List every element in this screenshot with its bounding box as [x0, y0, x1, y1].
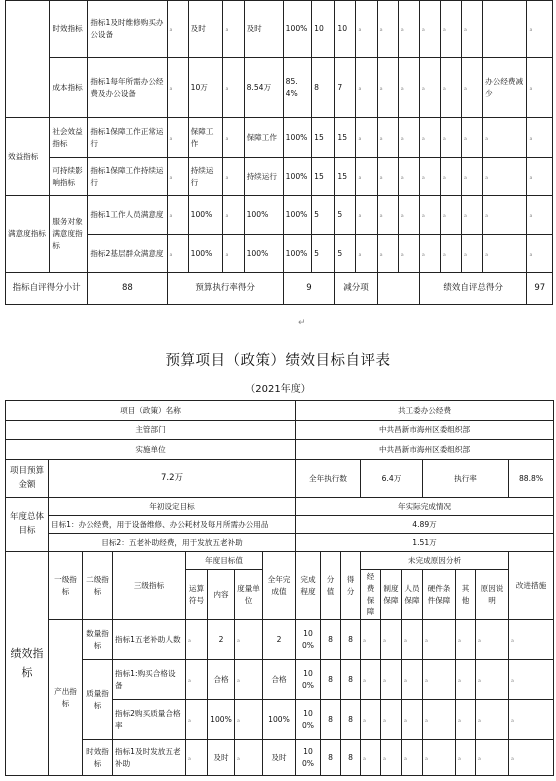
actual-cell: 100%: [263, 700, 296, 740]
score-full-cell: 8: [312, 58, 335, 118]
goal-2: 目标2：五老补助经费，用于发放五老补助: [49, 534, 296, 552]
empty-cell: ₐ: [361, 740, 381, 776]
empty-cell: ₐ: [527, 1, 553, 58]
deduct-label: 减分项: [335, 273, 377, 305]
empty-cell: ₐ: [476, 620, 509, 660]
exec-rate-label: 执行率: [423, 460, 509, 498]
empty-cell: ₐ: [462, 58, 483, 118]
table-row: [6, 235, 553, 273]
empty-cell: ₐ: [381, 660, 402, 700]
l2-cell: 成本指标: [50, 58, 88, 118]
table-row: [6, 660, 554, 700]
content-cell: 2: [208, 620, 235, 660]
empty-cell: ₐ: [402, 740, 423, 776]
actual-cell: 持续运行: [244, 158, 283, 196]
empty-cell: ₐ: [462, 235, 483, 273]
page-title: 预算项目（政策）绩效目标自评表: [165, 353, 391, 369]
year-target-header: 年度目标值: [186, 552, 263, 570]
empty-cell: ₐ: [527, 196, 553, 235]
table-row: [6, 1, 553, 58]
table-row: [6, 118, 553, 158]
content-cell: 及时: [208, 740, 235, 776]
empty-cell: ₐ: [381, 740, 402, 776]
empty-cell: ₐ: [377, 196, 398, 235]
rate-cell: 100%: [296, 660, 321, 700]
empty-cell: ₐ: [419, 118, 440, 158]
budget-exec-label: 预算执行率得分: [167, 273, 283, 305]
empty-cell: ₐ: [476, 700, 509, 740]
l3-cell: 指标1及时维修购买办公设备: [88, 1, 167, 58]
exec-rate-value: 88.8%: [509, 460, 554, 498]
rate-cell: 100%: [296, 740, 321, 776]
plan-cell: 100%: [188, 235, 223, 273]
table-row: [6, 58, 553, 118]
l1-header: 一级指标: [49, 552, 83, 620]
actual-header: 全年完成值: [263, 552, 296, 620]
op-cell: ₐ: [186, 740, 208, 776]
score-full-cell: 10: [312, 1, 335, 58]
budget-label: 项目预算金额: [6, 460, 49, 498]
content-header: 内容: [208, 570, 235, 620]
op-cell: ₐ: [186, 620, 208, 660]
empty-cell: ₐ: [423, 740, 456, 776]
page-subtitle: （2021年度）: [245, 384, 311, 395]
op-cell: ₐ: [167, 58, 188, 118]
empty-cell: ₐ: [356, 235, 377, 273]
op-cell: ₐ: [167, 158, 188, 196]
project-name-label: 项目（政策）名称: [6, 401, 296, 421]
unit-cell: ₐ: [223, 196, 244, 235]
empty-cell: ₐ: [402, 700, 423, 740]
op-header: 运算符号: [186, 570, 208, 620]
l1-cell: 产出指标: [49, 620, 83, 776]
l3-cell: 指标2购买质量合格率: [113, 700, 186, 740]
empty-cell: ₐ: [440, 1, 461, 58]
empty-cell: ₐ: [440, 58, 461, 118]
l3-cell: 指标1保障工作正常运行: [88, 118, 167, 158]
empty-cell: ₐ: [456, 700, 476, 740]
empty-cell: ₐ: [377, 235, 398, 273]
l2-cell: 时效指标: [83, 740, 113, 776]
empty-cell: ₐ: [402, 620, 423, 660]
empty-cell: ₐ: [456, 660, 476, 700]
rate-cell: 100%: [283, 118, 312, 158]
reason-4-header: 硬件条件保障: [423, 570, 456, 620]
score-cell: 10: [335, 1, 356, 58]
unit-cell: ₐ: [235, 740, 263, 776]
score-cell: 5: [335, 196, 356, 235]
plan-cell: 及时: [188, 1, 223, 58]
goals-set-header: 年初设定目标: [49, 498, 296, 516]
goal-2-done: 1.51万: [296, 534, 554, 552]
empty-cell: ₐ: [462, 158, 483, 196]
table-header-row: [6, 552, 554, 570]
table-row: [6, 158, 553, 196]
empty-cell: ₐ: [377, 118, 398, 158]
score-cell: 15: [335, 118, 356, 158]
empty-cell: ₐ: [509, 660, 554, 700]
rate-cell: 85.4%: [283, 58, 312, 118]
op-cell: ₐ: [167, 235, 188, 273]
empty-cell: ₐ: [483, 235, 527, 273]
empty-cell: ₐ: [356, 1, 377, 58]
l3-cell: 指标1保障工作持续运行: [88, 158, 167, 196]
empty-cell: ₐ: [419, 235, 440, 273]
unit-header: 度量单位: [235, 570, 263, 620]
empty-cell: ₐ: [356, 196, 377, 235]
empty-cell: ₐ: [402, 660, 423, 700]
deduct-value: [377, 273, 419, 305]
table-row: [6, 534, 554, 552]
actual-cell: 100%: [244, 196, 283, 235]
empty-cell: ₐ: [440, 235, 461, 273]
rate-cell: 100%: [283, 158, 312, 196]
perf-indicator-label: [6, 552, 49, 776]
empty-cell: ₐ: [398, 118, 419, 158]
l2-cell: 服务对象满意度指标: [50, 196, 88, 273]
summary-row: [6, 273, 553, 305]
reason-5-header: 其他: [456, 570, 476, 620]
reason-1-header: 经费保障: [361, 570, 381, 620]
unit-cell: ₐ: [223, 58, 244, 118]
empty-cell: ₐ: [423, 700, 456, 740]
l2-cell: 质量指标: [83, 660, 113, 740]
empty-cell: ₐ: [356, 118, 377, 158]
l2-cell: 时效指标: [50, 1, 88, 58]
op-cell: ₐ: [186, 700, 208, 740]
actual-cell: 8.54万: [244, 58, 283, 118]
l1-cell: [6, 1, 50, 118]
unit-cell: ₐ: [223, 158, 244, 196]
empty-cell: ₐ: [356, 58, 377, 118]
empty-cell: ₐ: [527, 235, 553, 273]
empty-cell: ₐ: [423, 620, 456, 660]
empty-cell: ₐ: [440, 196, 461, 235]
l2-cell: 可持续影响指标: [50, 158, 88, 196]
empty-cell: ₐ: [361, 660, 381, 700]
total-label: 绩效自评总得分: [419, 273, 527, 305]
empty-cell: ₐ: [509, 620, 554, 660]
goal-1: 目标1：办公经费，用于设备维修、办公耗材及每月所需办公用品: [49, 516, 296, 534]
score-full-cell: 5: [312, 235, 335, 273]
paragraph-mark-icon: ↵: [298, 318, 306, 328]
score-full-cell: 8: [321, 620, 341, 660]
empty-cell: ₐ: [377, 58, 398, 118]
empty-cell: ₐ: [419, 158, 440, 196]
empty-cell: ₐ: [419, 58, 440, 118]
l2-cell: 社会效益指标: [50, 118, 88, 158]
dept-label: 主管部门: [6, 421, 296, 440]
rate-cell: 100%: [283, 196, 312, 235]
empty-cell: ₐ: [398, 1, 419, 58]
l1-cell: 效益指标: [6, 118, 50, 196]
score-full-cell: 8: [321, 740, 341, 776]
plan-cell: 10万: [188, 58, 223, 118]
goals-side-label: 年度总体目标: [6, 498, 49, 552]
exec-num-value: 6.4万: [361, 460, 423, 498]
table-row: [6, 460, 554, 498]
project-name-value: 共工委办公经费: [296, 401, 554, 421]
empty-cell: ₐ: [398, 58, 419, 118]
goals-done-header: 年实际完成情况: [296, 498, 554, 516]
rate-header: 完成程度: [296, 552, 321, 620]
score-cell: 8: [341, 620, 361, 660]
empty-cell: ₐ: [476, 740, 509, 776]
unit-cell: ₐ: [235, 660, 263, 700]
empty-cell: ₐ: [377, 1, 398, 58]
l2-header: 二级指标: [83, 552, 113, 620]
reasons-header: 未完成原因分析: [361, 552, 509, 570]
score-full-cell: 8: [321, 660, 341, 700]
empty-cell: ₐ: [361, 700, 381, 740]
score-cell: 8: [341, 700, 361, 740]
table-row: [6, 401, 554, 421]
unit-cell: ₐ: [235, 700, 263, 740]
op-cell: ₐ: [167, 1, 188, 58]
empty-cell: ₐ: [419, 1, 440, 58]
unit-cell: ₐ: [223, 235, 244, 273]
empty-cell: ₐ: [398, 196, 419, 235]
l3-cell: 指标1及时发放五老补助: [113, 740, 186, 776]
score-full-cell: 5: [312, 196, 335, 235]
empty-cell: ₐ: [423, 660, 456, 700]
impl-value: 中共昌新市海州区委组织部: [296, 440, 554, 460]
self-eval-value: 88: [88, 273, 167, 305]
score-cell: 15: [335, 158, 356, 196]
empty-cell: ₐ: [361, 620, 381, 660]
rate-cell: 100%: [296, 700, 321, 740]
rate-cell: 100%: [283, 235, 312, 273]
unit-cell: ₐ: [223, 118, 244, 158]
improve-header: 改进措施: [509, 552, 554, 620]
actual-cell: 保障工作: [244, 118, 283, 158]
score-cell: 8: [341, 740, 361, 776]
goal-1-done: 4.89万: [296, 516, 554, 534]
dept-value: 中共昌新市海州区委组织部: [296, 421, 554, 440]
score-full-cell: 8: [321, 700, 341, 740]
table-row: [6, 498, 554, 516]
actual-cell: 100%: [244, 235, 283, 273]
empty-cell: ₐ: [456, 620, 476, 660]
note-cell: 办公经费减少: [483, 58, 527, 118]
op-cell: ₐ: [167, 118, 188, 158]
budget-exec-value: 9: [283, 273, 335, 305]
empty-cell: ₐ: [377, 158, 398, 196]
empty-cell: ₐ: [462, 118, 483, 158]
score-full-cell: 15: [312, 118, 335, 158]
exec-num-label: 全年执行数: [296, 460, 361, 498]
empty-cell: ₐ: [419, 196, 440, 235]
actual-cell: 及时: [263, 740, 296, 776]
note-cell: [483, 1, 527, 58]
empty-cell: ₐ: [440, 158, 461, 196]
l3-header: 三级指标: [113, 552, 186, 620]
actual-cell: 及时: [244, 1, 283, 58]
table-row: [6, 740, 554, 776]
actual-cell: 2: [263, 620, 296, 660]
self-eval-label: 指标自评得分小计: [6, 273, 88, 305]
impl-label: 实施单位: [6, 440, 296, 460]
op-cell: ₐ: [186, 660, 208, 700]
score-full-cell: 15: [312, 158, 335, 196]
empty-cell: ₐ: [462, 1, 483, 58]
empty-cell: ₐ: [483, 196, 527, 235]
table-row: [6, 196, 553, 235]
score-header: 得分: [341, 552, 361, 620]
empty-cell: ₐ: [527, 118, 553, 158]
empty-cell: ₐ: [456, 740, 476, 776]
reason-6-header: 原因说明: [476, 570, 509, 620]
empty-cell: ₐ: [462, 196, 483, 235]
op-cell: ₐ: [167, 196, 188, 235]
actual-cell: 合格: [263, 660, 296, 700]
table-row: [6, 620, 554, 660]
empty-cell: ₐ: [476, 660, 509, 700]
l2-cell: 数量指标: [83, 620, 113, 660]
empty-cell: ₐ: [381, 700, 402, 740]
unit-cell: ₐ: [223, 1, 244, 58]
perf-indicator-text: 绩效指标: [10, 646, 44, 679]
table-row: [6, 516, 554, 534]
empty-cell: ₐ: [440, 118, 461, 158]
rate-cell: 100%: [296, 620, 321, 660]
empty-cell: ₐ: [483, 158, 527, 196]
empty-cell: ₐ: [356, 158, 377, 196]
content-cell: 100%: [208, 700, 235, 740]
continued-indicator-table: [5, 0, 553, 305]
l3-cell: 指标1工作人员满意度: [88, 196, 167, 235]
empty-cell: ₐ: [398, 235, 419, 273]
self-evaluation-table: [5, 400, 554, 776]
score-full-header: 分值: [321, 552, 341, 620]
empty-cell: ₐ: [483, 118, 527, 158]
empty-cell: ₐ: [509, 700, 554, 740]
score-cell: 8: [341, 660, 361, 700]
total-value: 97: [527, 273, 553, 305]
table-row: [6, 421, 554, 440]
rate-cell: 100%: [283, 1, 312, 58]
unit-cell: ₐ: [235, 620, 263, 660]
empty-cell: ₐ: [527, 158, 553, 196]
empty-cell: ₐ: [381, 620, 402, 660]
plan-cell: 保障工作: [188, 118, 223, 158]
reason-3-header: 人员保障: [402, 570, 423, 620]
l1-cell: 满意度指标: [6, 196, 50, 273]
plan-cell: 100%: [188, 196, 223, 235]
empty-cell: ₐ: [509, 740, 554, 776]
table-row: [6, 440, 554, 460]
empty-cell: ₐ: [527, 58, 553, 118]
plan-cell: 持续运行: [188, 158, 223, 196]
budget-value: 7.2万: [49, 460, 296, 498]
l3-cell: 指标2基层群众满意度: [88, 235, 167, 273]
reason-2-header: 制度保障: [381, 570, 402, 620]
empty-cell: ₐ: [398, 158, 419, 196]
l3-cell: 指标1每年所需办公经费及办公设备: [88, 58, 167, 118]
score-cell: 5: [335, 235, 356, 273]
content-cell: 合格: [208, 660, 235, 700]
l3-cell: 指标1五老补助人数: [113, 620, 186, 660]
l3-cell: 指标1:购买合格设备: [113, 660, 186, 700]
score-cell: 7: [335, 58, 356, 118]
